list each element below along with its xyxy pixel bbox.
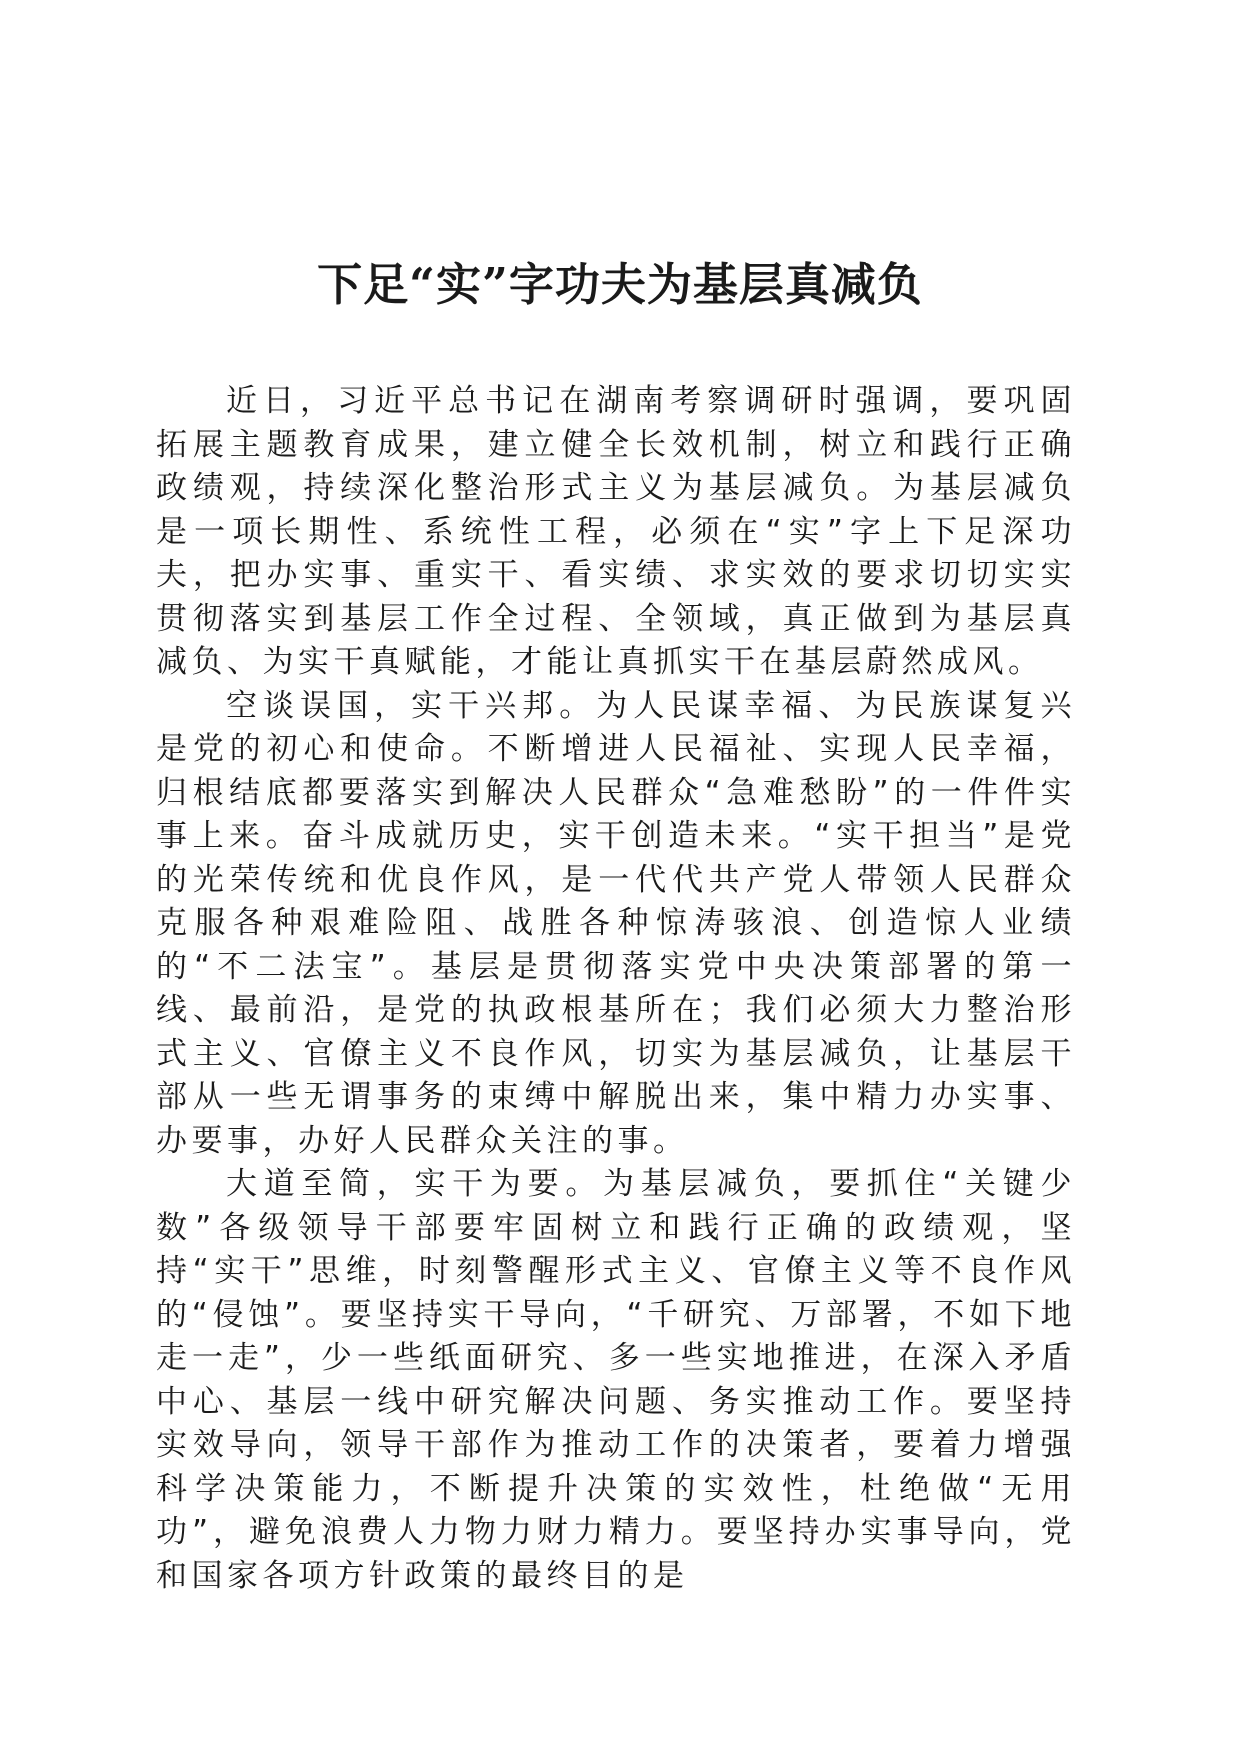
paragraph-1: 近日，习近平总书记在湖南考察调研时强调，要巩固拓展主题教育成果，建立健全长效机制，树立和践行正确政绩观，持续深化整治形式主义为基层减负。为基层减负是一项长期性、系统性工程，必须在“实”字上下足深功夫，把办实事、重实干、看实绩、求实效的要求切切实实贯彻落实到基层工作全过程、全领域，真正做到为基层真减负、为实干真赋能，才能让真抓实干在基层蔚然成风。 bbox=[156, 383, 1076, 680]
document-body bbox=[156, 380, 1076, 1598]
paragraph-2: 空谈误国，实干兴邦。为人民谋幸福、为民族谋复兴是党的初心和使命。不断增进人民福祉、实现人民幸福，归根结底都要落实到解决人民群众“急难愁盼”的一件件实事上来。奋斗成就历史，实干创造未来。“实干担当”是党的光荣传统和优良作风，是一代代共产党人带领人民群众克服各种艰难险阻、战胜各种惊涛骇浪、创造惊人业绩的“不二法宝”。基层是贯彻落实党中央决策部署的第一线、最前沿，是党的执政根基所在；我们必须大力整治形式主义、官僚主义不良作风，切实为基层减负，让基层干部从一些无谓事务的束缚中解脱出来，集中精力办实事、办要事，办好人民群众关注的事。 bbox=[156, 687, 1076, 1159]
paragraph-3: 大道至简，实干为要。为基层减负，要抓住“关键少数”各级领导干部要牢固树立和践行正确的政绩观，坚持“实干”思维，时刻警醒形式主义、官僚主义等不良作风的“侵蚀”。要坚持实干导向，“千研究、万部署，不如下地走一走”，少一些纸面研究、多一些实地推进，在深入矛盾中心、基层一线中研究解决问题、务实推动工作。要坚持实效导向，领导干部作为推动工作的决策者，要着力增强科学决策能力，不断提升决策的实效性，杜绝做“无用功”，避免浪费人力物力财力精力。要坚持办实事导向，党和国家各项方针政策的最终目的是 bbox=[156, 1166, 1076, 1594]
document-title: 下足“实”字功夫为基层真减负 bbox=[317, 258, 923, 311]
